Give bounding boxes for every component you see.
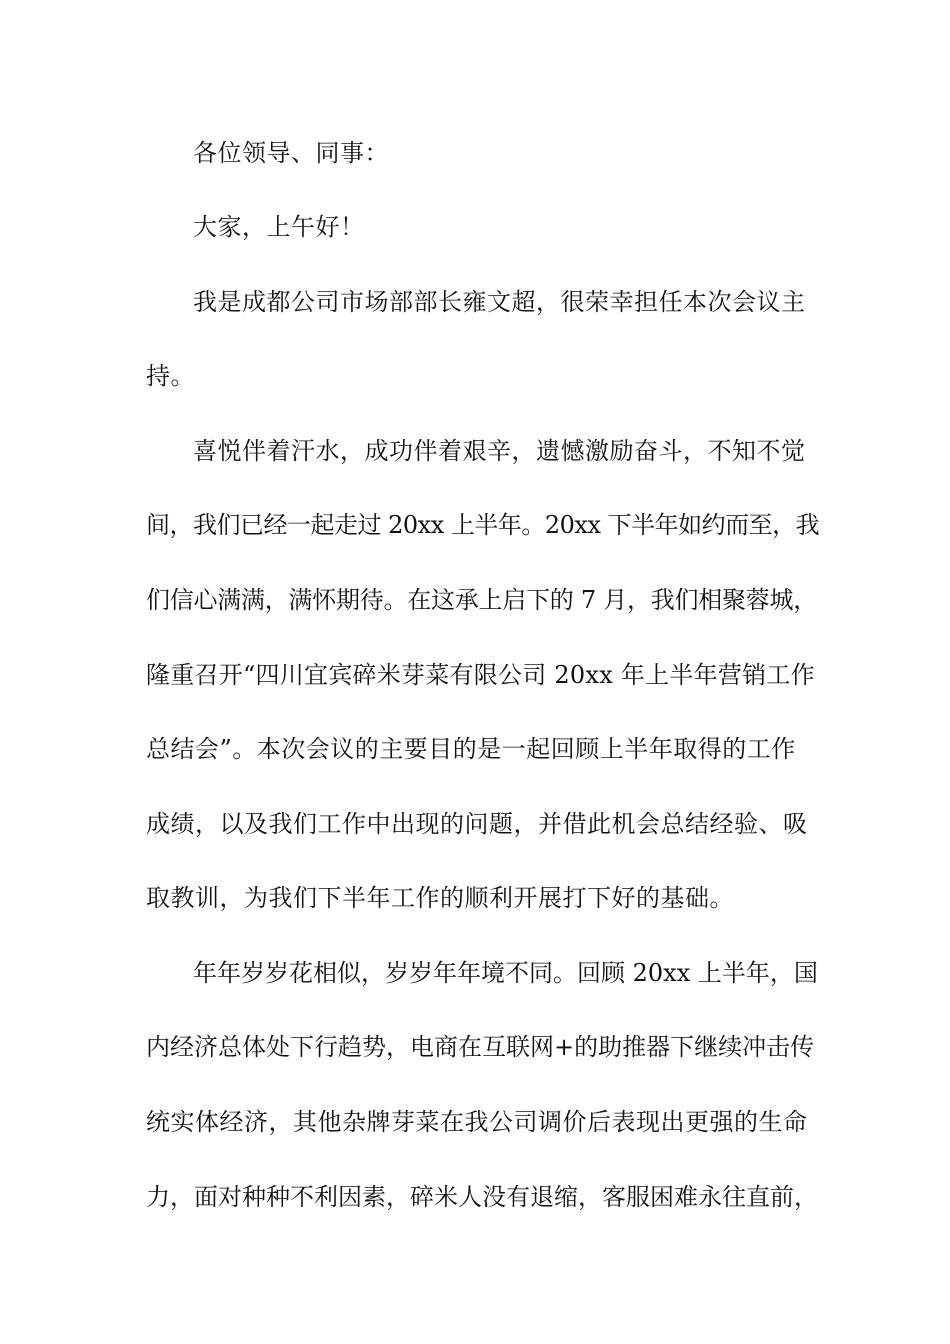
paragraph-line: 隆重召开“四川宜宾碎米芽菜有限公司 20xx 年上半年营销工作 xyxy=(146,661,815,689)
paragraph-line: 我是成都公司市场部部长雍文超，很荣幸担任本次会议主 xyxy=(193,288,806,316)
greeting-line: 大家，上午好！ xyxy=(193,213,365,241)
paragraph-line: 们信心满满，满怀期待。在这承上启下的 7 月，我们相聚蓉城， xyxy=(146,586,818,614)
paragraph-line: 持。 xyxy=(146,362,195,390)
paragraph-line: 力，面对种种不利因素，碎米人没有退缩，客服困难永往直前， xyxy=(146,1183,818,1211)
paragraph-line: 成绩，以及我们工作中出现的问题，并借此机会总结经验、吸 xyxy=(146,810,808,838)
paragraph-line: 取教训，为我们下半年工作的顺利开展打下好的基础。 xyxy=(146,884,734,912)
paragraph-line: 年年岁岁花相似，岁岁年年境不同。回顾 20xx 上半年，国 xyxy=(193,959,818,987)
salutation-line: 各位领导、同事： xyxy=(193,139,389,167)
paragraph-line: 内经济总体处下行趋势，电商在互联网+的助推器下继续冲击传 xyxy=(146,1033,815,1061)
paragraph-line: 统实体经济，其他杂牌芽菜在我公司调价后表现出更强的生命 xyxy=(146,1108,808,1136)
paragraph-line: 总结会”。本次会议的主要目的是一起回顾上半年取得的工作 xyxy=(146,735,796,763)
paragraph-line: 间，我们已经一起走过 20xx 上半年。20xx 下半年如约而至，我 xyxy=(146,511,820,539)
paragraph-line: 喜悦伴着汗水，成功伴着艰辛，遗憾激励奋斗，不知不觉 xyxy=(193,437,806,465)
